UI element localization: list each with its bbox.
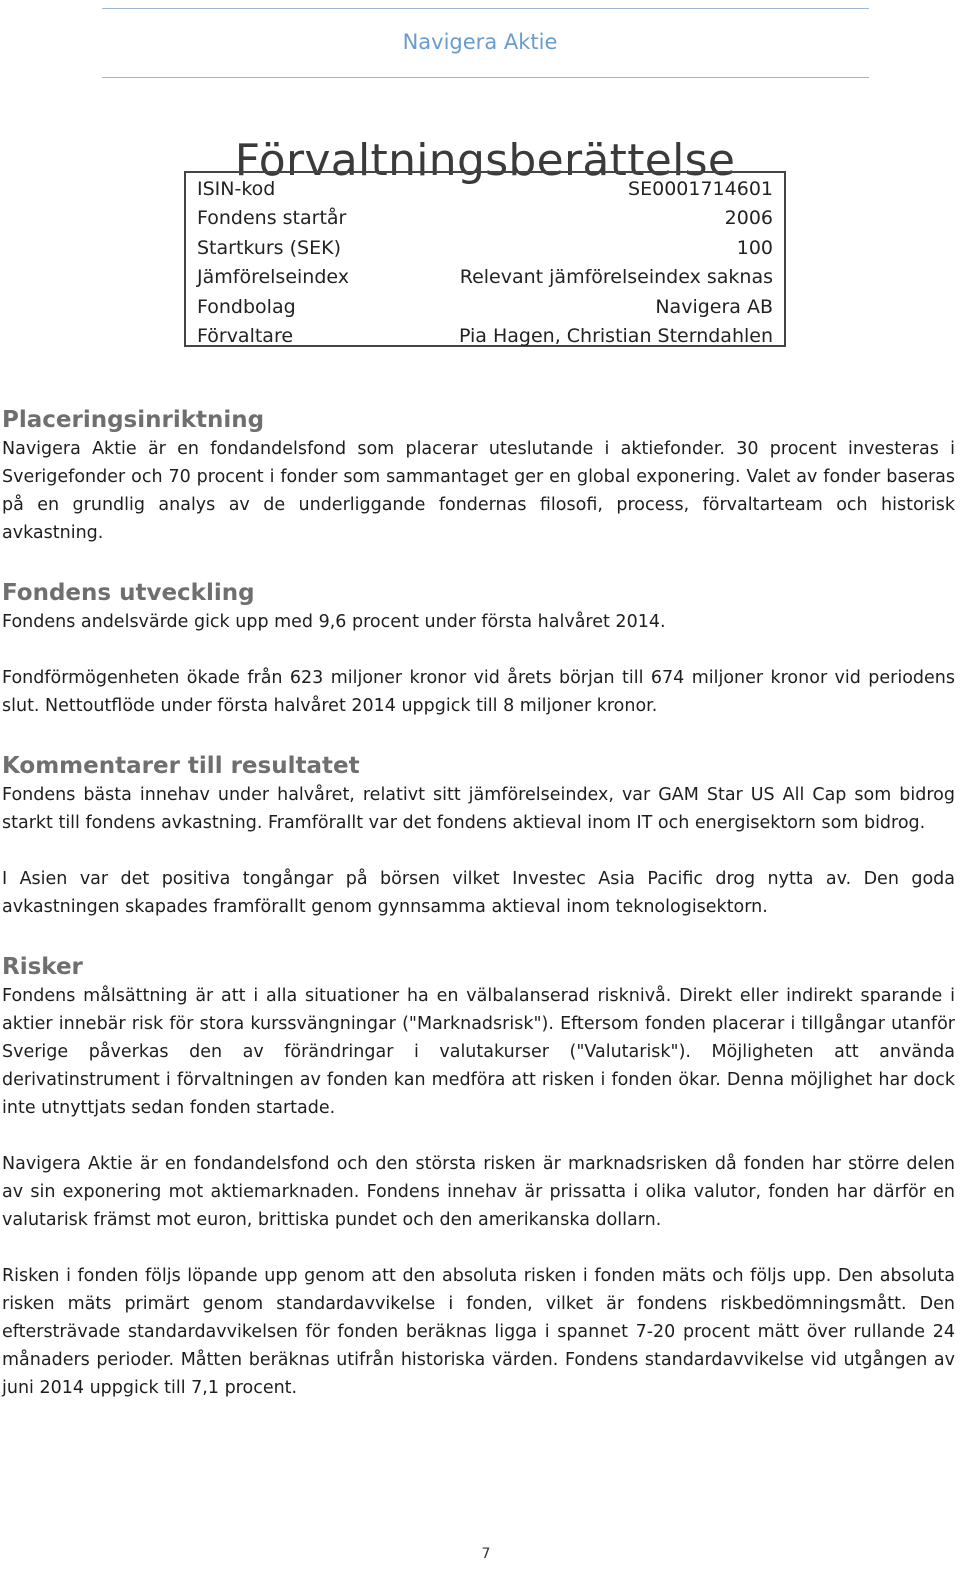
running-header-title: Navigera Aktie <box>402 30 558 54</box>
fund-info-row <box>197 263 773 292</box>
fund-info-label: Jämförelseindex <box>197 266 349 289</box>
paragraph-risker-1: Fondens målsättning är att i alla situationer ha en välbalanserad risknivå. Direkt eller indirekt sparande i aktier innebär risk för stora kurssvängningar ("Marknadsrisk"). Eftersom fonden placerar i tillgångar utanför Sverige påverkas den av förändringar i valutakurser ("Valutarisk"). Möjligheten att använda derivatinstrument i förvaltningen av fonden kan medföra att risken i fonden ökar. Denna möjlighet har dock inte utnyttjats sedan fonden startade. <box>2 986 955 1118</box>
paragraph-kommentarer-1: Fondens bästa innehav under halvåret, relativt sitt jämförelseindex, var GAM Star US All Cap som bidrog starkt till fondens avkastning. Framförallt var det fondens aktieval inom IT och energisektorn som bidrog. <box>2 785 955 833</box>
fund-info-value: Pia Hagen, Christian Sterndahlen <box>458 324 773 347</box>
fund-info-label: Fondbolag <box>197 295 296 318</box>
paragraph-risker-2: Navigera Aktie är en fondandelsfond och den största risken är marknadsrisken då fonden har större delen av sin exponering mot aktiemarknaden. Fondens innehav är prissatta i olika valutor, fonden har därför en valutarisk främst mot euron, brittiska pundet och den amerikanska dollarn. <box>2 1154 955 1230</box>
paragraph-placeringsinriktning: Navigera Aktie är en fondandelsfond som placerar uteslutande i aktiefonder. 30 procent investeras i Sverigefonder och 70 procent i fonder som sammantaget ger en global exponering. Valet av fonder baseras på en grundlig analys av de underliggande fondernas filosofi, process, förvaltarteam och historisk avkastning. <box>2 439 955 543</box>
fund-info-value: Navigera AB <box>655 295 773 318</box>
fund-info-label: ISIN-kod <box>197 178 276 200</box>
fund-info-row <box>197 204 773 233</box>
fund-info-label: Startkurs (SEK) <box>197 236 341 259</box>
fund-info-row <box>197 175 773 204</box>
paragraph-utveckling-1: Fondens andelsvärde gick upp med 9,6 procent under första halvåret 2014. <box>2 612 666 632</box>
fund-info-label: Förvaltare <box>197 324 294 347</box>
fund-info-label: Fondens startår <box>197 207 347 230</box>
fund-info-row <box>197 322 773 351</box>
fund-info-value: Relevant jämförelseindex saknas <box>459 266 773 289</box>
fund-info-row <box>197 234 773 263</box>
section-heading-kommentarer: Kommentarer till resultatet <box>2 753 360 779</box>
fund-info-table <box>184 171 786 347</box>
header-bottom-rule <box>102 77 869 78</box>
fund-info-value: SE0001714601 <box>628 178 773 200</box>
paragraph-kommentarer-2: I Asien var det positiva tongångar på börsen vilket Investec Asia Pacific drog nytta av. Den goda avkastningen skapades framförallt genom gynnsamma aktieval inom teknologisektorn. <box>2 869 955 917</box>
section-heading-risker: Risker <box>2 954 83 980</box>
fund-info-row <box>197 293 773 322</box>
page-number: 7 <box>481 1546 491 1562</box>
page-title: Förvaltningsberättelse <box>234 135 736 187</box>
section-heading-placeringsinriktning: Placeringsinriktning <box>2 407 265 433</box>
header-top-rule <box>102 8 869 9</box>
paragraph-risker-3: Risken i fonden följs löpande upp genom att den absoluta risken i fonden mäts och följs upp. Den absoluta risken mäts primärt genom standardavvikelse i fonden, vilket är fondens riskbedömningsmått. Den eftersträvade standardavvikelsen för fonden beräknas ligga i spannet 7-20 procent mätt över rullande 24 månaders perioder. Måtten beräknas utifrån historiska värden. Fondens standardavvikelse vid utgången av juni 2014 uppgick till 7,1 procent. <box>2 1266 955 1398</box>
fund-info-value: 100 <box>736 236 773 259</box>
paragraph-utveckling-2: Fondförmögenheten ökade från 623 miljoner kronor vid årets början till 674 miljoner kronor vid periodens slut. Nettoutflöde under första halvåret 2014 uppgick till 8 miljoner kronor. <box>2 668 955 716</box>
fund-info-value: 2006 <box>724 207 773 230</box>
report-body <box>2 405 955 1402</box>
section-heading-fondens-utveckling: Fondens utveckling <box>2 580 255 606</box>
